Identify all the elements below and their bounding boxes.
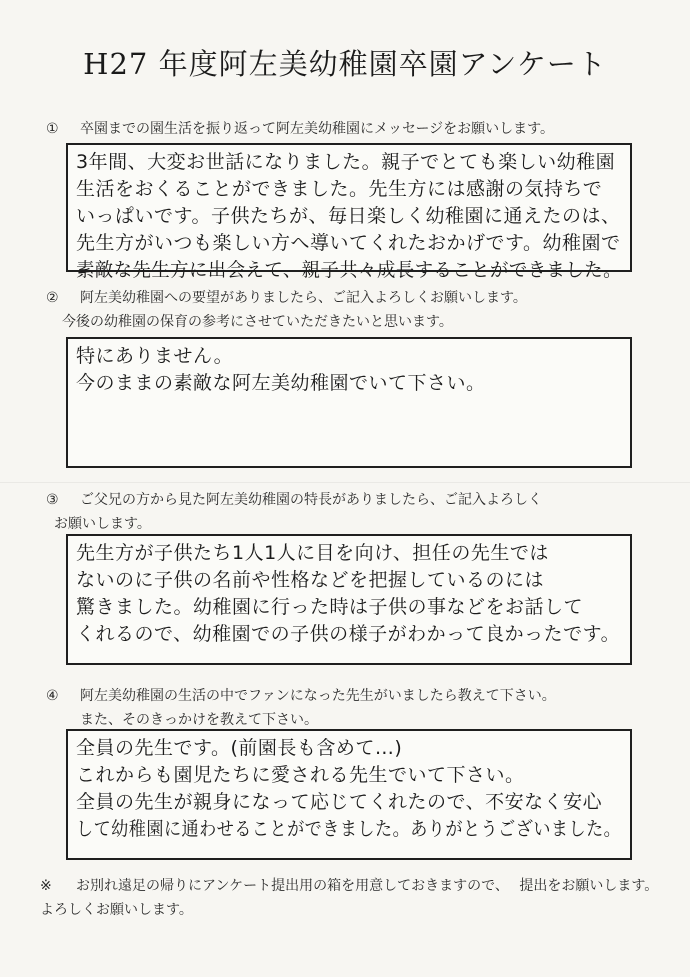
question-number: ③ [46, 492, 59, 508]
question-3 [46, 488, 656, 536]
answer-line: ないのに子供の名前や性格などを把握しているのには [76, 569, 545, 591]
answer-box-1 [66, 143, 632, 281]
answer-line: くれるので、幼稚園での子供の様子がわかって良かったです。 [76, 623, 621, 645]
note-text: お別れ遠足の帰りにアンケート提出用の箱を用意しておきますので、 [76, 878, 509, 894]
answer-box-3 [66, 534, 632, 665]
answer-line: して幼稚園に通わせることができました。ありがとうございました。 [76, 818, 622, 840]
answer-line: 全員の先生です。(前園長も含めて…) [76, 737, 403, 759]
answer-line: 先生方がいつも楽しい方へ導いてくれたおかげです。幼稚園で [76, 232, 621, 254]
answer-box-4 [66, 729, 632, 860]
answer-line: 生活をおくることができました。先生方には感謝の気持ちで [76, 178, 603, 200]
question-text: ご父兄の方から見た阿左美幼稚園の特長がありましたら、ご記入よろしく [80, 492, 542, 508]
question-2 [46, 286, 656, 334]
answer-line: 驚きました。幼稚園に行った時は子供の事などをお話して [76, 596, 584, 618]
answer-line: 今のままの素敵な阿左美幼稚園でいて下さい。 [76, 372, 486, 394]
question-text: 阿左美幼稚園の生活の中でファンになった先生がいましたら教えて下さい。 [80, 688, 556, 704]
answer-line: 素敵な先生方に出会えて、親子共々成長することができました。 [76, 259, 622, 281]
question-text-2: お願いします。 [54, 516, 151, 532]
question-text-2: 今後の幼稚園の保育の参考にさせていただきたいと思います。 [62, 314, 453, 330]
question-text: 阿左美幼稚園への要望がありましたら、ご記入よろしくお願いします。 [80, 290, 527, 306]
question-1 [46, 117, 656, 141]
page-title: H27 年度阿左美幼稚園卒園アンケート [83, 47, 607, 81]
question-number: ② [46, 290, 59, 306]
question-number: ① [46, 121, 59, 137]
answer-box-2 [66, 337, 632, 468]
note-text-2: 提出をお願いします。よろしくお願いします。 [40, 878, 659, 918]
answer-line: 3年間、大変お世話になりました。親子でとても楽しい幼稚園 [76, 151, 616, 173]
question-text-2: また、そのきっかけを教えて下さい。 [80, 712, 318, 728]
question-text: 卒園までの園生活を振り返って阿左美幼稚園にメッセージをお願いします。 [80, 121, 555, 137]
question-4 [46, 684, 656, 732]
answer-line: 全員の先生が親身になって応じてくれたので、不安なく安心 [76, 791, 603, 813]
question-number: ④ [46, 688, 59, 704]
footer-note [40, 874, 660, 922]
answer-line: いっぱいです。子供たちが、毎日楽しく幼稚園に通えたのは、 [76, 205, 621, 227]
answer-line: これからも園児たちに愛される先生でいて下さい。 [76, 764, 525, 786]
answer-line: 特にありません。 [76, 345, 234, 367]
answer-line: 先生方が子供たち1人1人に目を向け、担任の先生では [76, 542, 549, 564]
note-mark: ※ [40, 878, 52, 894]
paper-fold-line [0, 482, 690, 483]
